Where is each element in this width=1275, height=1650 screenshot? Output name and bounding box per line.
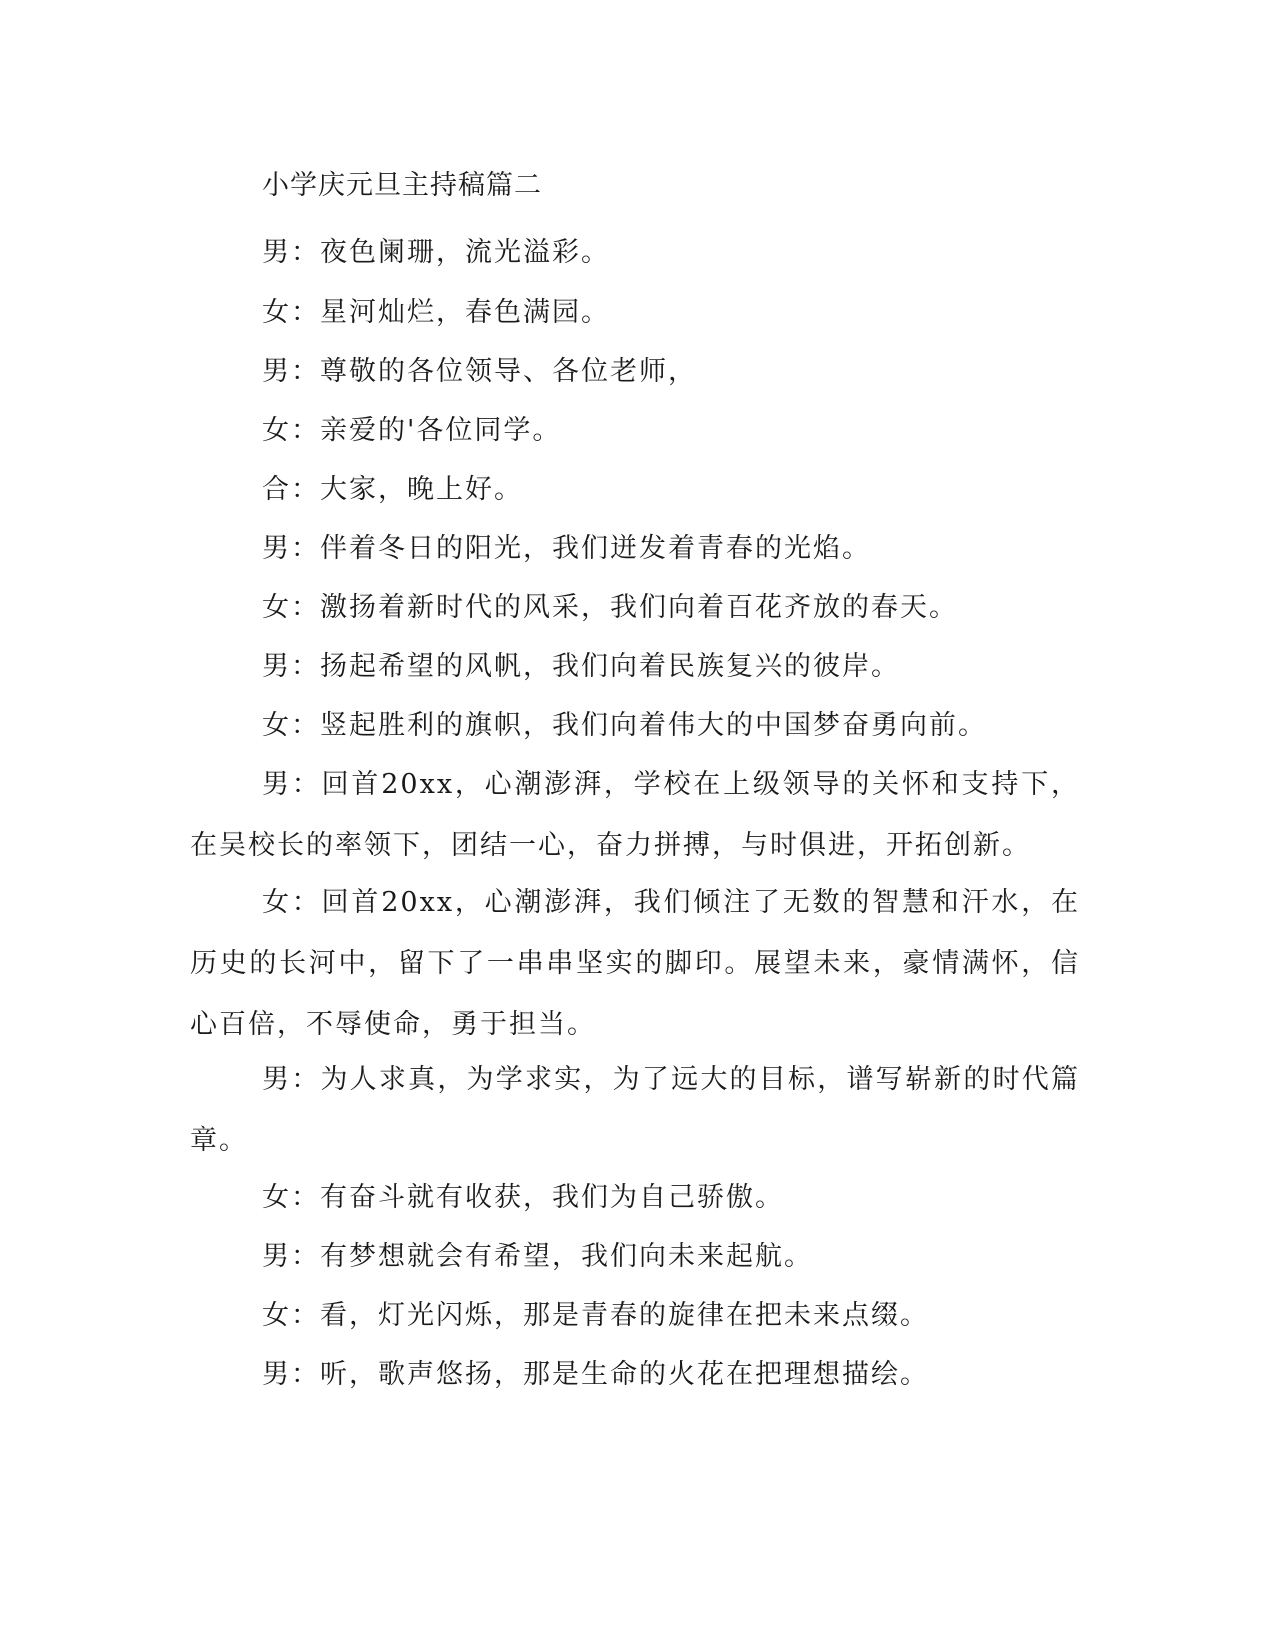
paragraph: 男：为人求真，为学求实，为了远大的目标，谱写崭新的时代篇章。	[190, 1064, 1080, 1156]
paragraph: 男：回首20xx，心潮澎湃，学校在上级领导的关怀和支持下，在吴校长的率领下，团结一心，奋力拼搏，与时俱进，开拓创新。	[190, 769, 1080, 861]
paragraph: 男：有梦想就会有希望，我们向未来起航。	[262, 1241, 813, 1272]
paragraph: 男：尊敬的各位领导、各位老师，	[262, 356, 697, 387]
paragraph: 女：回首20xx，心潮澎湃，我们倾注了无数的智慧和汗水，在历史的长河中，留下了一串串坚实的脚印。展望未来，豪情满怀，信心百倍，不辱使命，勇于担当。	[190, 887, 1080, 1040]
paragraph: 女：竖起胜利的旗帜，我们向着伟大的中国梦奋勇向前。	[262, 710, 987, 741]
paragraph: 男：扬起希望的风帆，我们向着民族复兴的彼岸。	[262, 651, 900, 682]
paragraph: 女：看，灯光闪烁，那是青春的旋律在把未来点缀。	[262, 1300, 929, 1331]
paragraph: 合：大家，晚上好。	[262, 474, 523, 505]
paragraph: 女：激扬着新时代的风采，我们向着百花齐放的春天。	[262, 592, 958, 623]
paragraph: 男：夜色阑珊，流光溢彩。	[262, 237, 610, 268]
paragraph: 男：听，歌声悠扬，那是生命的火花在把理想描绘。	[262, 1359, 929, 1390]
paragraph: 女：星河灿烂，春色满园。	[262, 297, 610, 328]
paragraph: 女：有奋斗就有收获，我们为自己骄傲。	[262, 1182, 784, 1213]
document-title: 小学庆元旦主持稿篇二	[262, 170, 542, 201]
paragraph: 男：伴着冬日的阳光，我们迸发着青春的光焰。	[262, 533, 871, 564]
paragraph: 女：亲爱的'各位同学。	[262, 415, 562, 446]
